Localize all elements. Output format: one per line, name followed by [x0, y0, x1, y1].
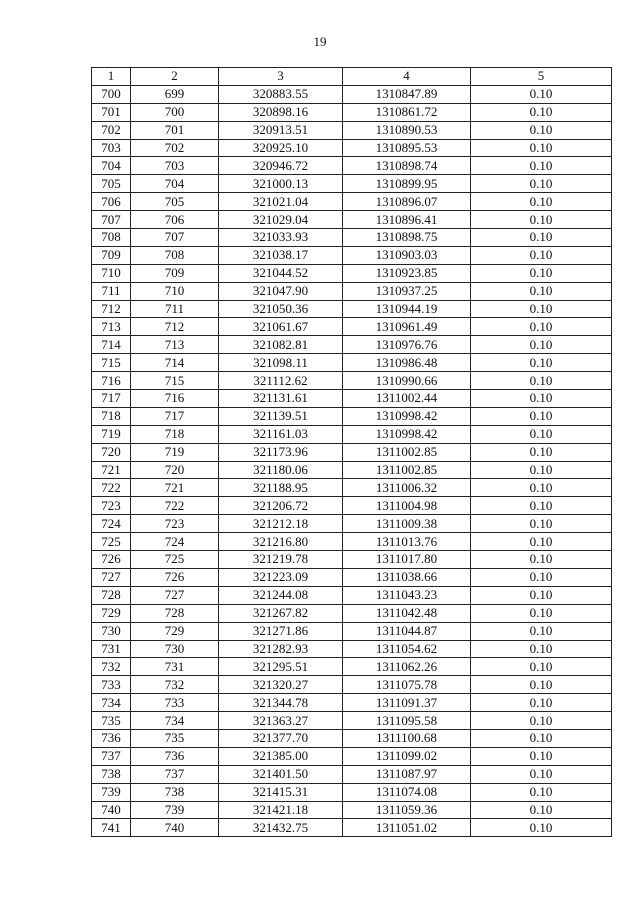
table-cell-col3: 321432.75	[219, 819, 343, 837]
table-cell-col2: 726	[131, 568, 219, 586]
table-cell-col5: 0.10	[471, 586, 612, 604]
table-cell-col1: 727	[92, 568, 131, 586]
table-cell-col4: 1311059.36	[343, 801, 471, 819]
table-cell-col1: 736	[92, 729, 131, 747]
table-cell-col2: 719	[131, 443, 219, 461]
table-cell-col1: 717	[92, 390, 131, 408]
table-cell-col1: 731	[92, 640, 131, 658]
table-cell-col3: 321047.90	[219, 282, 343, 300]
table-cell-col4: 1310896.07	[343, 193, 471, 211]
table-cell-col3: 321295.51	[219, 658, 343, 676]
table-cell-col4: 1310990.66	[343, 372, 471, 390]
table-cell-col5: 0.10	[471, 694, 612, 712]
table-cell-col3: 321377.70	[219, 729, 343, 747]
table-row	[92, 318, 612, 336]
table-cell-col2: 724	[131, 533, 219, 551]
table-cell-col2: 718	[131, 425, 219, 443]
table-cell-col1: 706	[92, 193, 131, 211]
table-cell-col4: 1311099.02	[343, 747, 471, 765]
table-cell-col1: 704	[92, 157, 131, 175]
table-cell-col1: 700	[92, 85, 131, 103]
table-row	[92, 604, 612, 622]
table-cell-col5: 0.10	[471, 622, 612, 640]
table-cell-col5: 0.10	[471, 103, 612, 121]
column-header-3: 3	[219, 68, 343, 86]
table-cell-col3: 320898.16	[219, 103, 343, 121]
table-cell-col1: 741	[92, 819, 131, 837]
table-cell-col2: 720	[131, 461, 219, 479]
table-cell-col5: 0.10	[471, 783, 612, 801]
table-row	[92, 211, 612, 229]
table-cell-col3: 321131.61	[219, 390, 343, 408]
table-cell-col3: 321223.09	[219, 568, 343, 586]
table-cell-col4: 1310986.48	[343, 354, 471, 372]
table-cell-col1: 713	[92, 318, 131, 336]
table-cell-col3: 321282.93	[219, 640, 343, 658]
table-cell-col4: 1310899.95	[343, 175, 471, 193]
table-cell-col3: 321244.08	[219, 586, 343, 604]
table-cell-col5: 0.10	[471, 336, 612, 354]
table-cell-col1: 716	[92, 372, 131, 390]
table-cell-col5: 0.10	[471, 372, 612, 390]
table-row	[92, 121, 612, 139]
table-cell-col3: 321033.93	[219, 229, 343, 247]
table-cell-col4: 1310998.42	[343, 407, 471, 425]
table-cell-col2: 727	[131, 586, 219, 604]
table-header-row	[92, 68, 612, 86]
table-cell-col4: 1311043.23	[343, 586, 471, 604]
table-cell-col4: 1311042.48	[343, 604, 471, 622]
table-cell-col1: 710	[92, 264, 131, 282]
table-cell-col2: 728	[131, 604, 219, 622]
table-cell-col4: 1311091.37	[343, 694, 471, 712]
table-cell-col4: 1311087.97	[343, 765, 471, 783]
table-cell-col5: 0.10	[471, 676, 612, 694]
table-cell-col3: 321029.04	[219, 211, 343, 229]
table-cell-col1: 718	[92, 407, 131, 425]
table-cell-col2: 739	[131, 801, 219, 819]
table-cell-col3: 321098.11	[219, 354, 343, 372]
table-cell-col1: 715	[92, 354, 131, 372]
table-cell-col4: 1310847.89	[343, 85, 471, 103]
table-cell-col4: 1311002.85	[343, 461, 471, 479]
column-header-1: 1	[92, 68, 131, 86]
table-cell-col5: 0.10	[471, 747, 612, 765]
coordinates-table	[91, 67, 612, 837]
table-cell-col2: 722	[131, 497, 219, 515]
table-cell-col5: 0.10	[471, 264, 612, 282]
table-cell-col1: 735	[92, 712, 131, 730]
table-cell-col1: 737	[92, 747, 131, 765]
table-cell-col2: 703	[131, 157, 219, 175]
table-cell-col4: 1311009.38	[343, 515, 471, 533]
table-row	[92, 801, 612, 819]
table-cell-col5: 0.10	[471, 658, 612, 676]
table-cell-col3: 320913.51	[219, 121, 343, 139]
table-cell-col1: 726	[92, 551, 131, 569]
table-cell-col1: 719	[92, 425, 131, 443]
table-row	[92, 193, 612, 211]
table-cell-col5: 0.10	[471, 765, 612, 783]
table-cell-col2: 704	[131, 175, 219, 193]
table-row	[92, 85, 612, 103]
table-cell-col4: 1311051.02	[343, 819, 471, 837]
table-cell-col4: 1311038.66	[343, 568, 471, 586]
table-row	[92, 282, 612, 300]
table-cell-col1: 739	[92, 783, 131, 801]
table-cell-col3: 321421.18	[219, 801, 343, 819]
table-cell-col4: 1310976.76	[343, 336, 471, 354]
table-cell-col2: 712	[131, 318, 219, 336]
table-cell-col5: 0.10	[471, 568, 612, 586]
table-cell-col1: 723	[92, 497, 131, 515]
table-row	[92, 139, 612, 157]
table-cell-col1: 730	[92, 622, 131, 640]
table-cell-col3: 321344.78	[219, 694, 343, 712]
table-row	[92, 640, 612, 658]
table-cell-col3: 321082.81	[219, 336, 343, 354]
table-cell-col1: 728	[92, 586, 131, 604]
table-cell-col4: 1311006.32	[343, 479, 471, 497]
table-cell-col5: 0.10	[471, 533, 612, 551]
table-cell-col5: 0.10	[471, 390, 612, 408]
table-cell-col5: 0.10	[471, 443, 612, 461]
table-cell-col3: 320883.55	[219, 85, 343, 103]
table-cell-col2: 729	[131, 622, 219, 640]
table-cell-col3: 321216.80	[219, 533, 343, 551]
table-row	[92, 765, 612, 783]
table-cell-col1: 734	[92, 694, 131, 712]
table-cell-col5: 0.10	[471, 497, 612, 515]
table-row	[92, 747, 612, 765]
table-cell-col4: 1310923.85	[343, 264, 471, 282]
table-cell-col3: 321206.72	[219, 497, 343, 515]
table-cell-col2: 705	[131, 193, 219, 211]
table-row	[92, 515, 612, 533]
table-cell-col2: 707	[131, 229, 219, 247]
table-cell-col3: 321415.31	[219, 783, 343, 801]
table-cell-col1: 740	[92, 801, 131, 819]
table-body	[92, 85, 612, 836]
table-cell-col4: 1310998.42	[343, 425, 471, 443]
table-row	[92, 175, 612, 193]
table-cell-col5: 0.10	[471, 407, 612, 425]
table-cell-col3: 321212.18	[219, 515, 343, 533]
table-row	[92, 425, 612, 443]
table-cell-col5: 0.10	[471, 479, 612, 497]
table-cell-col4: 1311074.08	[343, 783, 471, 801]
column-header-2: 2	[131, 68, 219, 86]
table-cell-col1: 725	[92, 533, 131, 551]
table-cell-col4: 1311075.78	[343, 676, 471, 694]
table-cell-col2: 733	[131, 694, 219, 712]
table-cell-col1: 707	[92, 211, 131, 229]
table-cell-col4: 1310890.53	[343, 121, 471, 139]
table-row	[92, 712, 612, 730]
table-cell-col1: 712	[92, 300, 131, 318]
table-row	[92, 157, 612, 175]
table-cell-col2: 709	[131, 264, 219, 282]
table-row	[92, 783, 612, 801]
table-cell-col5: 0.10	[471, 515, 612, 533]
table-cell-col3: 321271.86	[219, 622, 343, 640]
table-cell-col2: 710	[131, 282, 219, 300]
column-header-4: 4	[343, 68, 471, 86]
table-row	[92, 407, 612, 425]
table-cell-col5: 0.10	[471, 801, 612, 819]
table-cell-col1: 701	[92, 103, 131, 121]
table-row	[92, 300, 612, 318]
table-cell-col3: 321061.67	[219, 318, 343, 336]
table-row	[92, 103, 612, 121]
table-row	[92, 819, 612, 837]
table-cell-col1: 724	[92, 515, 131, 533]
table-cell-col1: 708	[92, 229, 131, 247]
table-cell-col4: 1310903.03	[343, 246, 471, 264]
table-cell-col5: 0.10	[471, 354, 612, 372]
table-cell-col4: 1310861.72	[343, 103, 471, 121]
table-row	[92, 497, 612, 515]
table-cell-col1: 702	[92, 121, 131, 139]
table-cell-col2: 715	[131, 372, 219, 390]
table-cell-col1: 705	[92, 175, 131, 193]
table-cell-col2: 740	[131, 819, 219, 837]
table-row	[92, 676, 612, 694]
table-row	[92, 658, 612, 676]
table-cell-col3: 321188.95	[219, 479, 343, 497]
table-cell-col4: 1311004.98	[343, 497, 471, 515]
table-cell-col5: 0.10	[471, 300, 612, 318]
table-cell-col4: 1310961.49	[343, 318, 471, 336]
table-cell-col5: 0.10	[471, 640, 612, 658]
table-cell-col2: 737	[131, 765, 219, 783]
table-row	[92, 372, 612, 390]
table-cell-col5: 0.10	[471, 425, 612, 443]
table-cell-col2: 716	[131, 390, 219, 408]
table-cell-col4: 1311002.44	[343, 390, 471, 408]
table-cell-col2: 711	[131, 300, 219, 318]
table-cell-col4: 1311062.26	[343, 658, 471, 676]
table-cell-col5: 0.10	[471, 282, 612, 300]
table-cell-col3: 321021.04	[219, 193, 343, 211]
table-cell-col5: 0.10	[471, 712, 612, 730]
table-cell-col1: 703	[92, 139, 131, 157]
table-row	[92, 586, 612, 604]
table-cell-col3: 321044.52	[219, 264, 343, 282]
table-cell-col2: 732	[131, 676, 219, 694]
table-row	[92, 264, 612, 282]
table-cell-col5: 0.10	[471, 604, 612, 622]
table-row	[92, 694, 612, 712]
table-cell-col1: 714	[92, 336, 131, 354]
table-cell-col3: 321219.78	[219, 551, 343, 569]
table-cell-col2: 735	[131, 729, 219, 747]
table-cell-col5: 0.10	[471, 139, 612, 157]
table-cell-col2: 706	[131, 211, 219, 229]
table-cell-col3: 320925.10	[219, 139, 343, 157]
table-row	[92, 246, 612, 264]
table-cell-col5: 0.10	[471, 229, 612, 247]
table-row	[92, 336, 612, 354]
table-cell-col5: 0.10	[471, 551, 612, 569]
table-cell-col5: 0.10	[471, 819, 612, 837]
table-cell-col5: 0.10	[471, 193, 612, 211]
table-cell-col5: 0.10	[471, 729, 612, 747]
table-cell-col1: 720	[92, 443, 131, 461]
table-row	[92, 533, 612, 551]
table-cell-col2: 701	[131, 121, 219, 139]
table-cell-col1: 721	[92, 461, 131, 479]
table-cell-col2: 736	[131, 747, 219, 765]
table-cell-col2: 700	[131, 103, 219, 121]
table-cell-col4: 1310944.19	[343, 300, 471, 318]
table-cell-col3: 321320.27	[219, 676, 343, 694]
table-cell-col5: 0.10	[471, 318, 612, 336]
table-cell-col2: 730	[131, 640, 219, 658]
table-cell-col5: 0.10	[471, 211, 612, 229]
table-cell-col4: 1311017.80	[343, 551, 471, 569]
table-cell-col3: 321173.96	[219, 443, 343, 461]
table-cell-col1: 711	[92, 282, 131, 300]
page-number: 19	[313, 34, 327, 49]
table-row	[92, 390, 612, 408]
table-cell-col2: 734	[131, 712, 219, 730]
table-cell-col2: 723	[131, 515, 219, 533]
table-cell-col4: 1311013.76	[343, 533, 471, 551]
table-cell-col5: 0.10	[471, 175, 612, 193]
table-cell-col4: 1311095.58	[343, 712, 471, 730]
table-cell-col2: 731	[131, 658, 219, 676]
table-cell-col3: 321363.27	[219, 712, 343, 730]
table-cell-col1: 732	[92, 658, 131, 676]
table-cell-col3: 320946.72	[219, 157, 343, 175]
table-cell-col4: 1311100.68	[343, 729, 471, 747]
table-cell-col2: 708	[131, 246, 219, 264]
table-cell-col4: 1310896.41	[343, 211, 471, 229]
table-cell-col2: 713	[131, 336, 219, 354]
table-cell-col1: 709	[92, 246, 131, 264]
table-cell-col3: 321038.17	[219, 246, 343, 264]
table-cell-col1: 729	[92, 604, 131, 622]
table-cell-col5: 0.10	[471, 121, 612, 139]
table-row	[92, 461, 612, 479]
table-row	[92, 443, 612, 461]
table-cell-col5: 0.10	[471, 246, 612, 264]
table-cell-col2: 714	[131, 354, 219, 372]
table-cell-col2: 721	[131, 479, 219, 497]
table-cell-col3: 321180.06	[219, 461, 343, 479]
table-cell-col2: 725	[131, 551, 219, 569]
table-row	[92, 568, 612, 586]
table-row	[92, 729, 612, 747]
table-cell-col3: 321161.03	[219, 425, 343, 443]
table-cell-col4: 1311044.87	[343, 622, 471, 640]
table-cell-col4: 1310898.74	[343, 157, 471, 175]
table-cell-col3: 321112.62	[219, 372, 343, 390]
table-cell-col2: 717	[131, 407, 219, 425]
table-row	[92, 622, 612, 640]
table-cell-col4: 1310895.53	[343, 139, 471, 157]
table-cell-col1: 722	[92, 479, 131, 497]
column-header-5: 5	[471, 68, 612, 86]
table-row	[92, 551, 612, 569]
table-cell-col5: 0.10	[471, 85, 612, 103]
table-row	[92, 479, 612, 497]
table-cell-col3: 321000.13	[219, 175, 343, 193]
table-row	[92, 354, 612, 372]
table-cell-col2: 699	[131, 85, 219, 103]
table-cell-col5: 0.10	[471, 461, 612, 479]
table-row	[92, 229, 612, 247]
table-cell-col3: 321139.51	[219, 407, 343, 425]
table-cell-col4: 1311002.85	[343, 443, 471, 461]
table-cell-col2: 738	[131, 783, 219, 801]
table-cell-col3: 321401.50	[219, 765, 343, 783]
table-cell-col4: 1310937.25	[343, 282, 471, 300]
table-cell-col1: 738	[92, 765, 131, 783]
table-cell-col4: 1311054.62	[343, 640, 471, 658]
table-cell-col3: 321050.36	[219, 300, 343, 318]
table-cell-col1: 733	[92, 676, 131, 694]
table-cell-col3: 321267.82	[219, 604, 343, 622]
table-cell-col5: 0.10	[471, 157, 612, 175]
table-cell-col2: 702	[131, 139, 219, 157]
table-cell-col3: 321385.00	[219, 747, 343, 765]
table-cell-col4: 1310898.75	[343, 229, 471, 247]
